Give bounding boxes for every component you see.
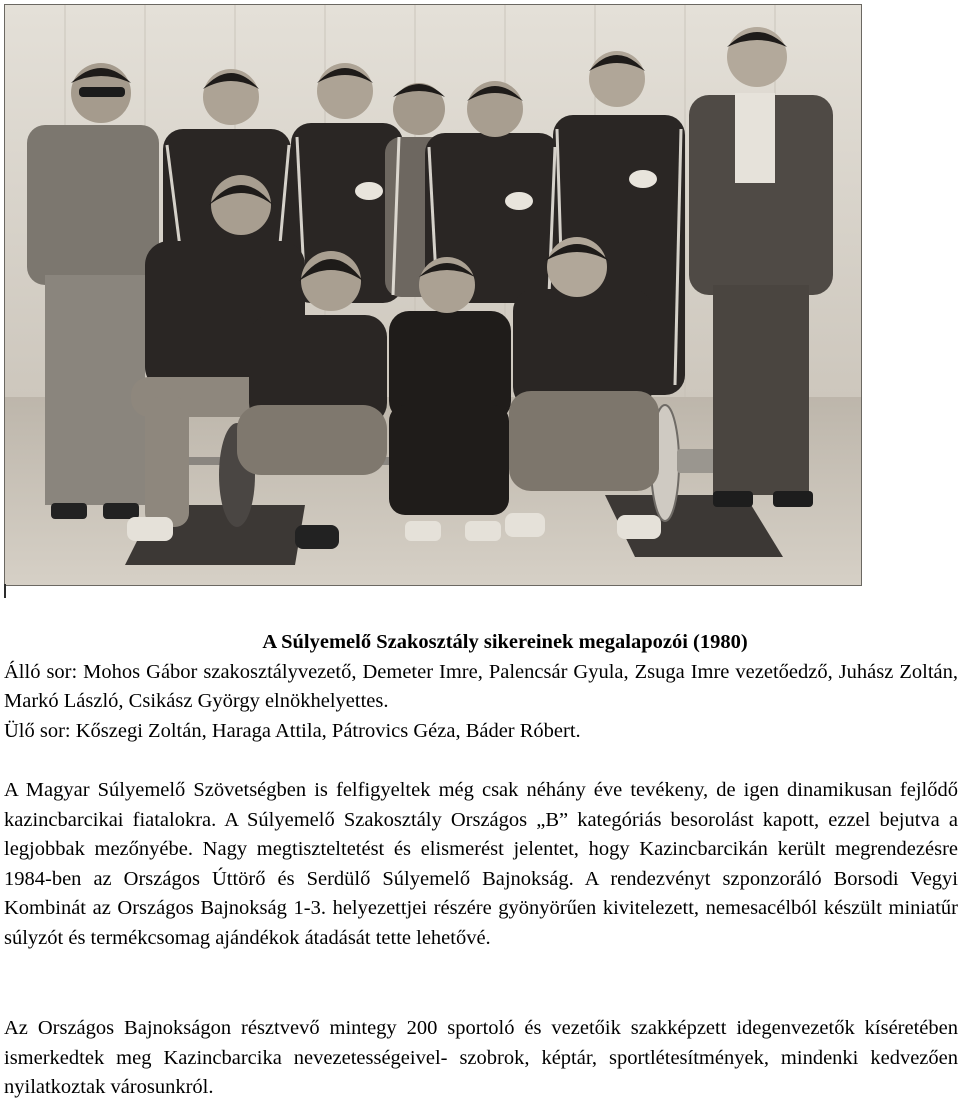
caption-seated-row: Ülő sor: Kőszegi Zoltán, Haraga Attila, Pátrovics Géza, Báder Róbert.: [4, 719, 581, 742]
article-paragraph-1: [4, 776, 958, 953]
article-paragraph-2: [4, 1014, 958, 1103]
caption-standing-row: Álló sor: Mohos Gábor szakosztályvezető, Demeter Imre, Palencsár Gyula, Zsuga Imre vezetőedző, Juhász Zoltán, Markó László, Csikász György elnökhelyettes.: [4, 660, 958, 712]
paragraph-text: A Magyar Súlyemelő Szövetségben is felfigyeltek még csak néhány éve tevékeny, de igen dinamikusan fejlődő kazincbarcikai fiatalokra. A Súlyemelő Szakosztály Országos „B” kategóriás besorolást kapott, ezzel bejutva a legjobbak mezőnyébe. Nagy megtiszteltetést és elismerést jelentet, hogy Kazincbarcikán került megrendezésre 1984-ben az Országos Úttörő és Serdülő Súlyemelő Bajnokság. A rendezvényt szponzoráló Borsodi Vegyi Kombinát az Országos Bajnokság 1-3. helyezettjei részére gyönyörűen kivitelezett, nemesacélból készült miniatűr súlyzót és termékcsomag ajándékok átadását tette lehetővé.: [4, 779, 958, 949]
photo-caption: [4, 628, 958, 746]
photo-edge-mark: [4, 584, 6, 598]
paragraph-text: Az Országos Bajnokságon résztvevő mintegy 200 sportoló és vezetőik szakképzett idegenvezetők kíséretében ismerkedtek meg Kazincbarcika nevezetességeivel- szobrok, képtár, sportlétesítmények, mindenki kedvezően nyilatkoztak városunkról.: [4, 1017, 958, 1098]
caption-title: A Súlyemelő Szakosztály sikereinek megalapozói (1980): [262, 631, 748, 653]
team-photo-illustration: [5, 5, 861, 585]
team-photo: [4, 4, 862, 586]
